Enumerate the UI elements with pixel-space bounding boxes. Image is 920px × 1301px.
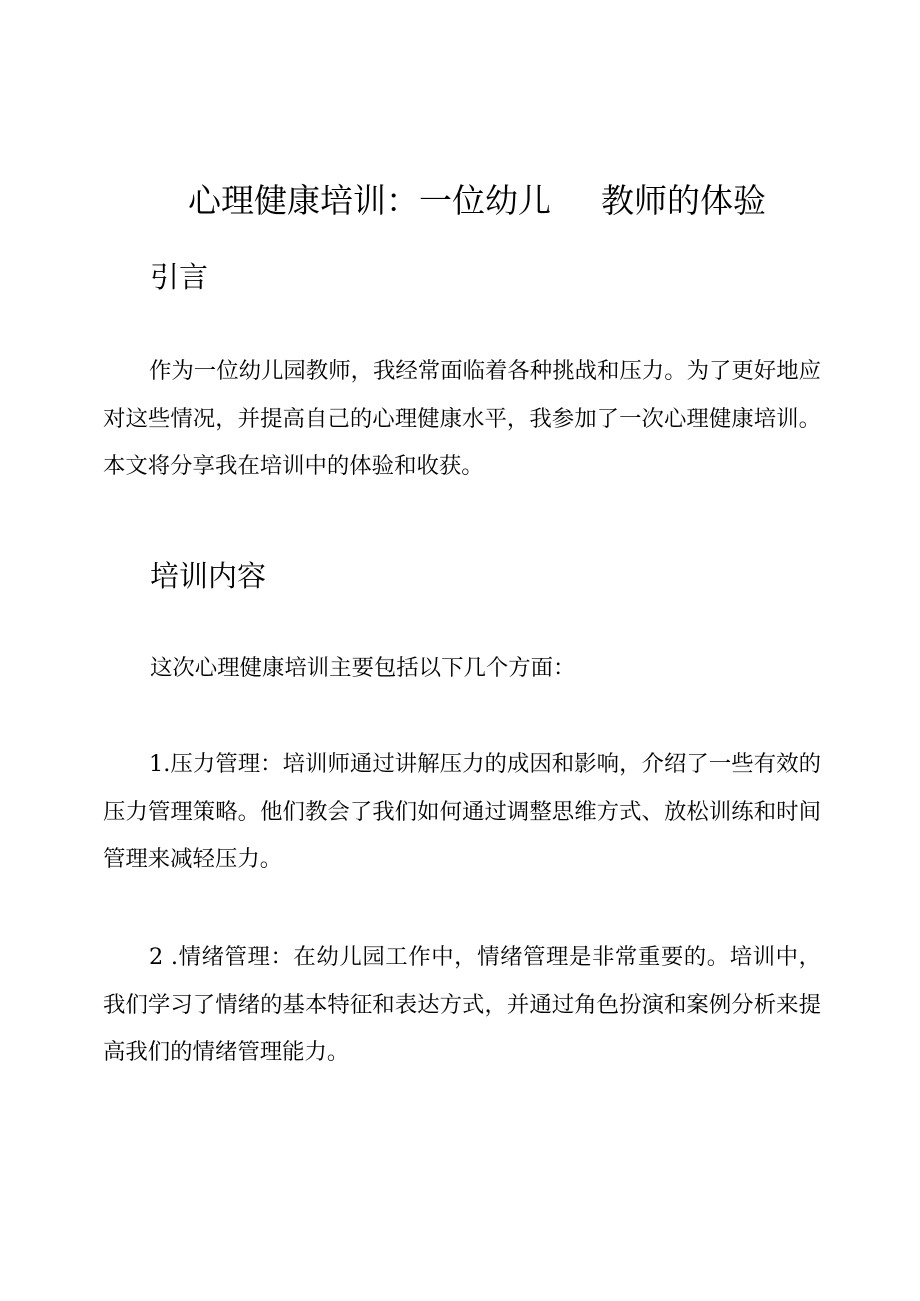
- document-title: [188, 178, 766, 224]
- list-item-emotion-management: 2 .情绪管理：在幼儿园工作中，情绪管理是非常重要的。培训中，我们学习了情绪的基本特征和表达方式，并通过角色扮演和案例分析来提高我们的情绪管理能力。: [103, 944, 821, 1065]
- content-intro: 这次心理健康培训主要包括以下几个方面：: [150, 655, 576, 681]
- list-item-stress-management: 1.压力管理：培训师通过讲解压力的成因和影响，介绍了一些有效的压力管理策略。他们教会了我们如何通过调整思维方式、放松训练和时间管理来减轻压力。: [103, 751, 821, 872]
- intro-paragraph: 作为一位幼儿园教师，我经常面临着各种挑战和压力。为了更好地应对这些情况，并提高自己的心理健康水平，我参加了一次心理健康培训。本文将分享我在培训中的体验和收获。: [103, 358, 821, 479]
- title-part-1: 心理健康培训：一位幼儿: [188, 181, 551, 220]
- title-part-2: 教师的体验: [601, 181, 766, 220]
- section-heading-content: 培训内容: [150, 559, 267, 593]
- section-heading-intro: 引言: [150, 260, 209, 294]
